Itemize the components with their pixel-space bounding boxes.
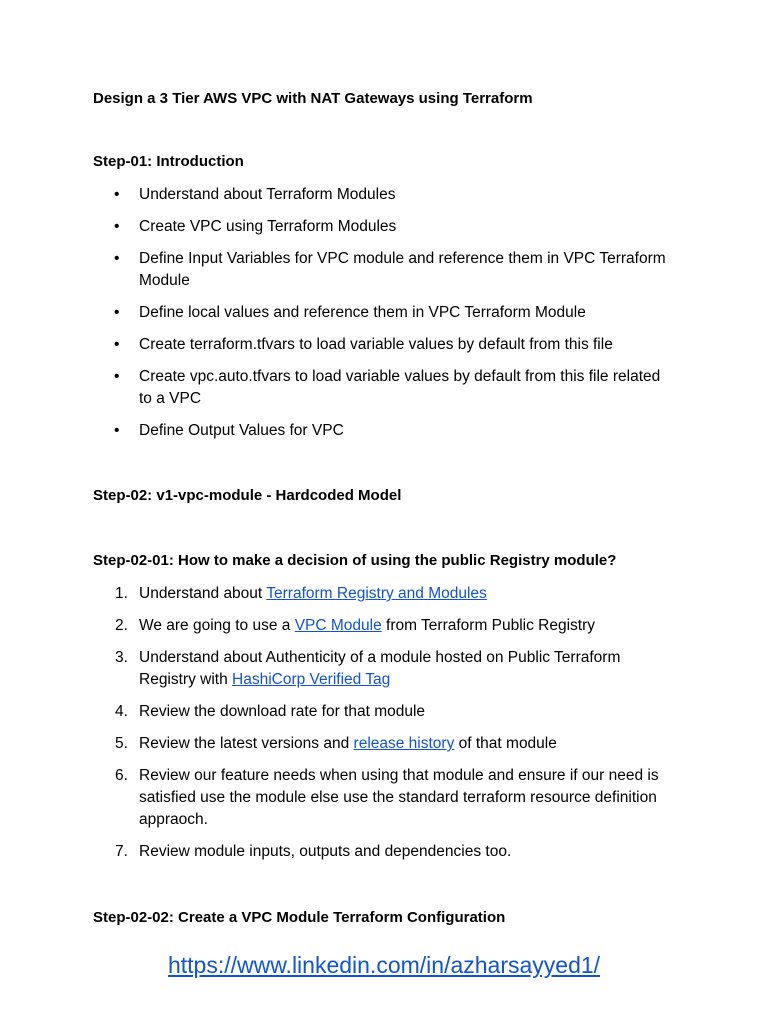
- list-item: [93, 334, 673, 356]
- terraform-registry-link[interactable]: Terraform Registry and Modules: [266, 585, 487, 602]
- step-02-01-list: [93, 583, 673, 863]
- release-history-link[interactable]: release history: [353, 735, 455, 752]
- bullet-icon: •: [114, 336, 120, 353]
- list-item-text: We are going to use a: [139, 617, 295, 634]
- list-item-text: Review the download rate for that module: [139, 703, 426, 720]
- list-number: 2.: [115, 617, 128, 634]
- list-number: 1.: [115, 585, 128, 602]
- document-title: Design a 3 Tier AWS VPC with NAT Gateways using Terraform: [93, 90, 533, 107]
- list-item-text: Define Input Variables for VPC module and reference them in VPC Terraform Module: [139, 250, 666, 289]
- linkedin-profile-link[interactable]: https://www.linkedin.com/in/azharsayyed1/: [167, 952, 601, 978]
- list-item: [93, 733, 673, 755]
- list-item-text: Create VPC using Terraform Modules: [139, 218, 397, 235]
- list-number: 4.: [115, 703, 128, 720]
- list-item: [93, 184, 673, 206]
- step-02-01-heading: Step-02-01: How to make a decision of using the public Registry module?: [93, 552, 617, 569]
- bullet-icon: •: [114, 250, 120, 267]
- list-item: [93, 248, 673, 292]
- list-number: 7.: [115, 843, 128, 860]
- hashicorp-verified-tag-link[interactable]: HashiCorp Verified Tag: [232, 671, 391, 688]
- step-02-02-heading: Step-02-02: Create a VPC Module Terraform Configuration: [93, 909, 506, 926]
- bullet-icon: •: [114, 218, 120, 235]
- list-number: 6.: [115, 767, 128, 784]
- vpc-module-link[interactable]: VPC Module: [294, 617, 382, 634]
- list-number: 3.: [115, 649, 128, 666]
- list-item: [93, 701, 673, 723]
- list-item-text: Define local values and reference them in VPC Terraform Module: [139, 304, 586, 321]
- list-item: [93, 647, 673, 691]
- list-item-text-after: from Terraform Public Registry: [381, 617, 596, 634]
- bullet-icon: •: [114, 368, 120, 385]
- step-02-heading: Step-02: v1-vpc-module - Hardcoded Model: [93, 487, 402, 504]
- list-item-text: Create terraform.tfvars to load variable values by default from this file: [139, 336, 613, 353]
- list-item-text: Understand about Terraform Modules: [139, 186, 396, 203]
- list-item-text: Review the latest versions and: [139, 735, 354, 752]
- list-item: [93, 216, 673, 238]
- list-item: [93, 420, 673, 442]
- list-item: [93, 615, 673, 637]
- bullet-icon: •: [114, 186, 120, 203]
- list-item: [93, 366, 673, 410]
- list-item-text: Review our feature needs when using that module and ensure if our need is satisfied use the module else use the standard terraform resource definition appraoch.: [139, 767, 659, 828]
- list-number: 5.: [115, 735, 128, 752]
- list-item-text: Create vpc.auto.tfvars to load variable values by default from this file related to a VPC: [139, 368, 661, 407]
- list-item-text: Understand about Authenticity of a module hosted on Public Terraform Registry with: [139, 649, 621, 688]
- list-item: [93, 302, 673, 324]
- list-item-text-after: of that module: [454, 735, 557, 752]
- list-item: [93, 765, 673, 831]
- footer: [0, 952, 768, 979]
- step-01-heading: Step-01: Introduction: [93, 153, 244, 170]
- list-item-text: Review module inputs, outputs and dependencies too.: [139, 843, 512, 860]
- bullet-icon: •: [114, 422, 120, 439]
- list-item-text: Understand about: [139, 585, 267, 602]
- step-01-list: [93, 184, 673, 442]
- list-item: [93, 583, 673, 605]
- list-item-text: Define Output Values for VPC: [139, 422, 344, 439]
- list-item: [93, 841, 673, 863]
- bullet-icon: •: [114, 304, 120, 321]
